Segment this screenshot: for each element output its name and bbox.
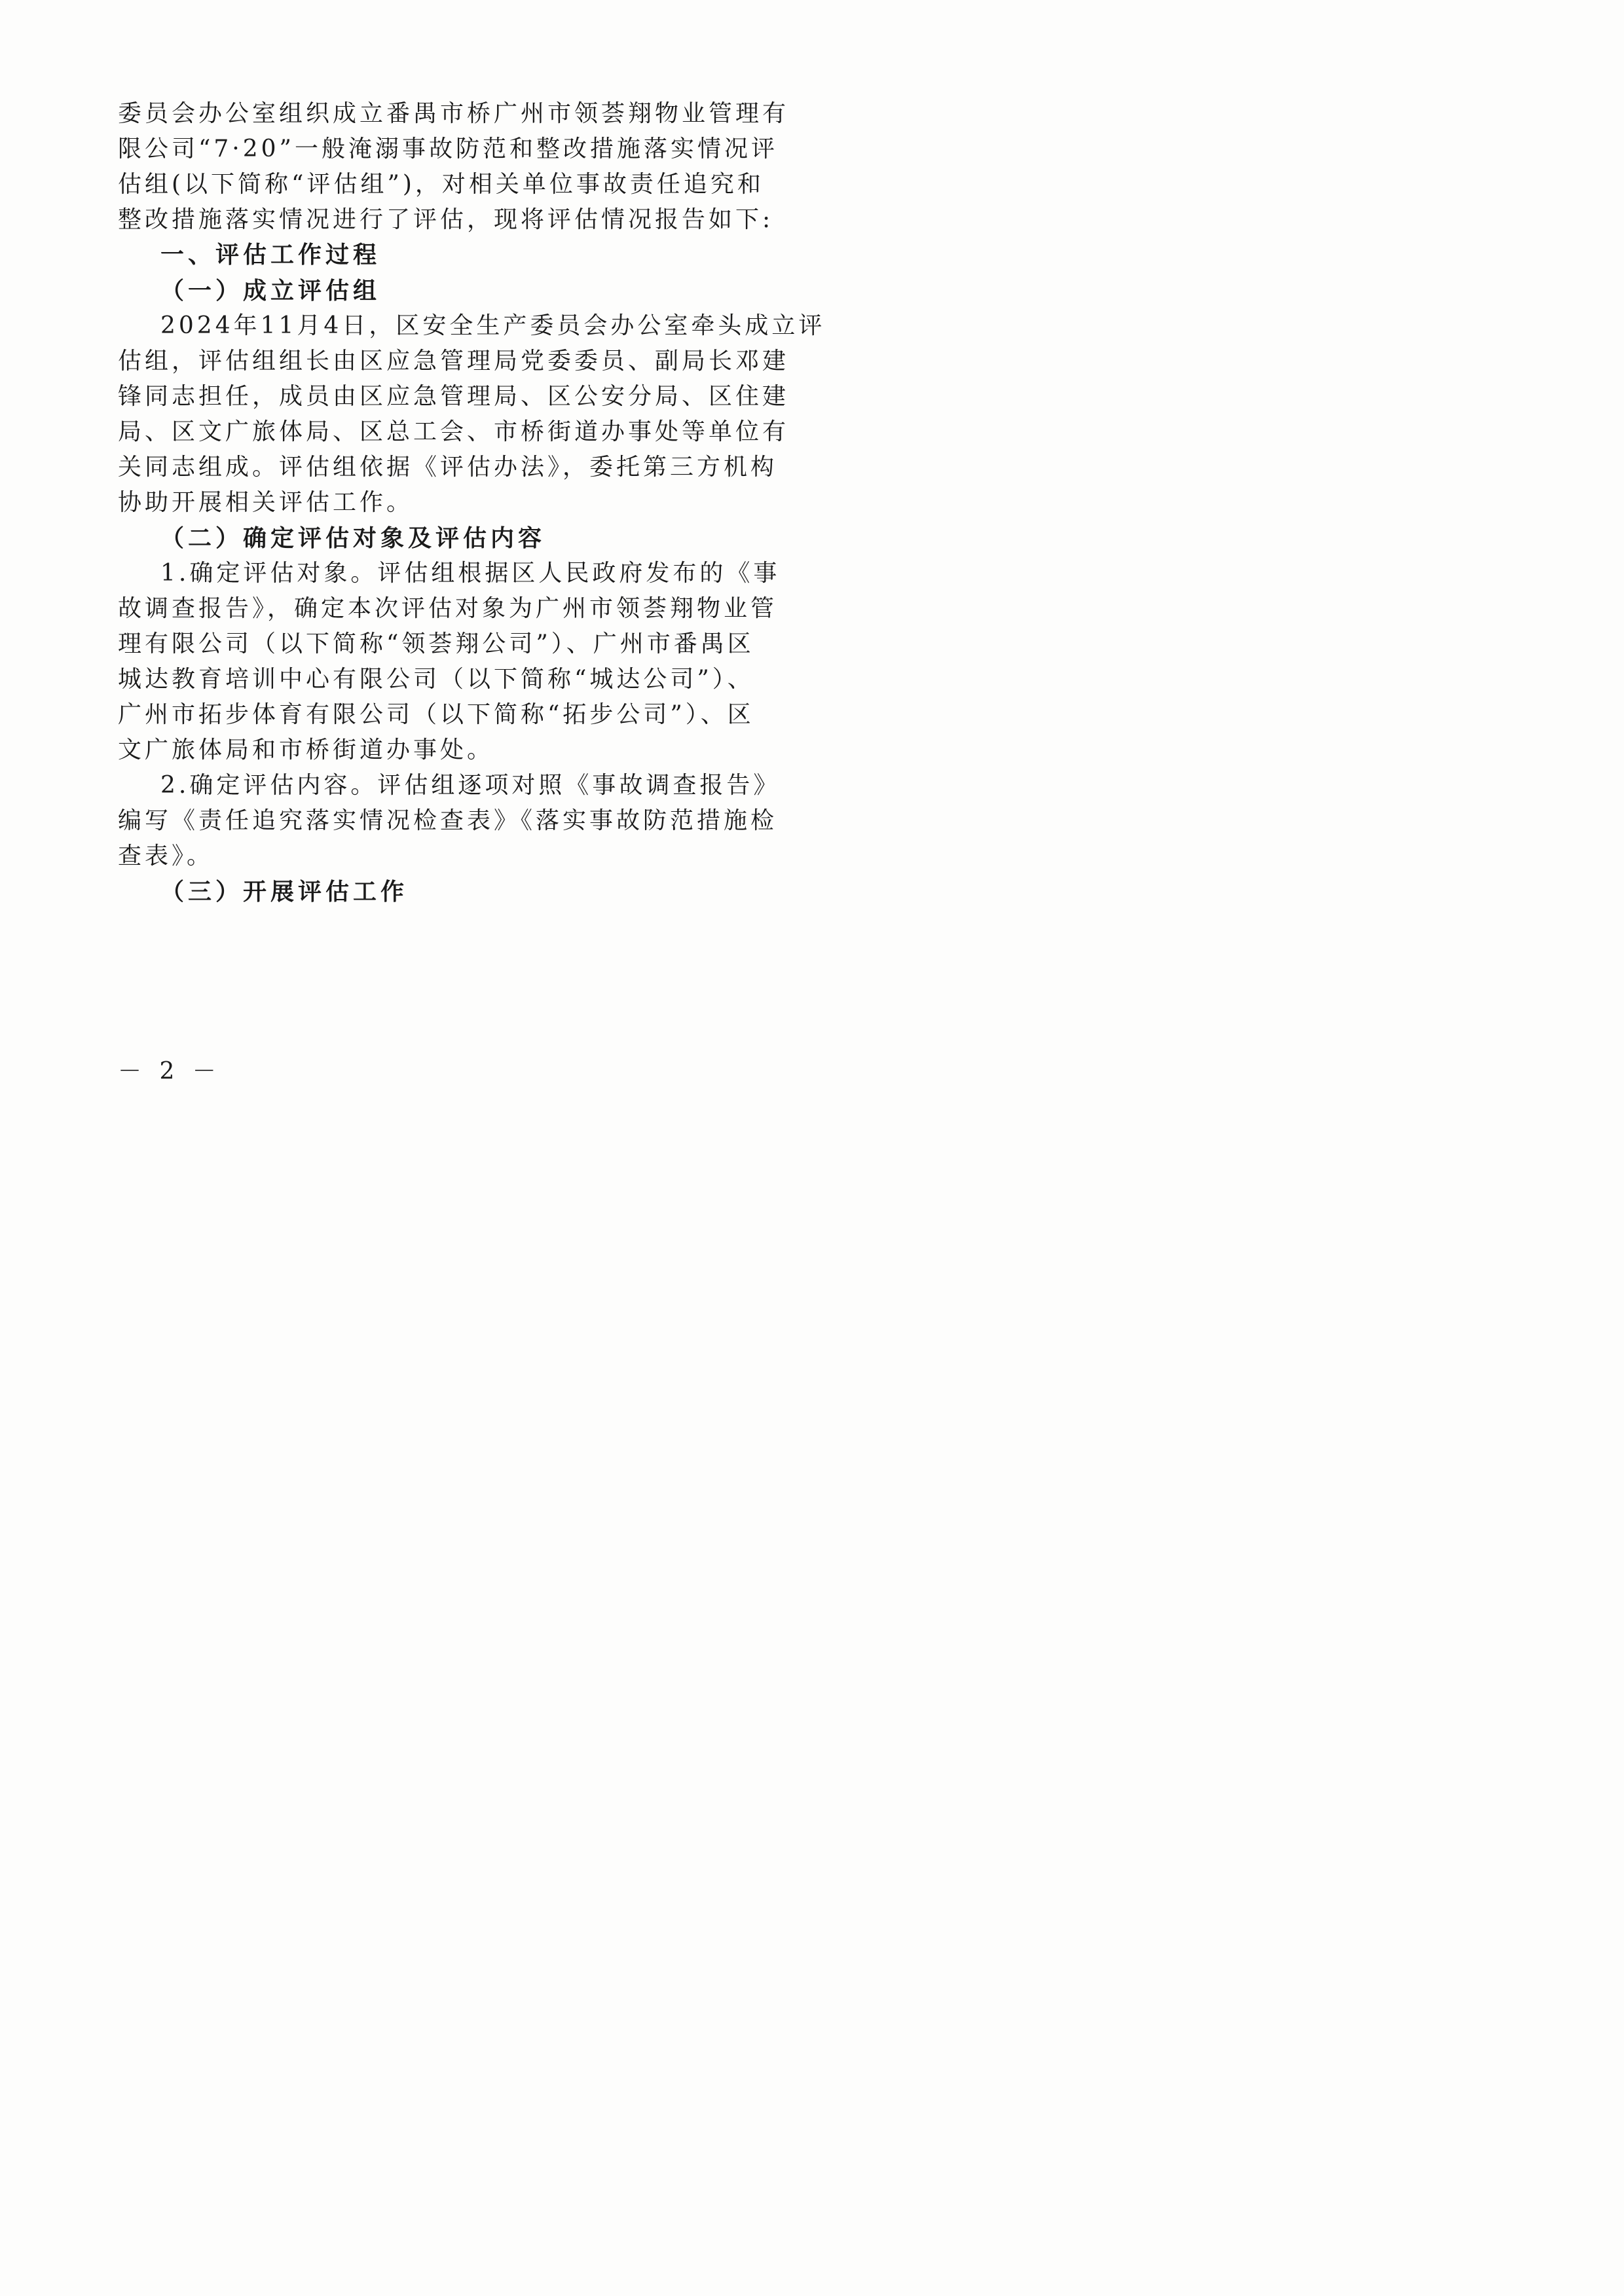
body-text-line: 协助开展相关评估工作。 (118, 489, 414, 516)
body-text-line: 编写《责任追究落实情况检查表》《落实事故防范措施检 (118, 807, 778, 834)
body-text-line: 估组(以下简称“评估组”)，对相关单位事故责任追究和 (118, 171, 764, 198)
subsection-heading: （三）开展评估工作 (160, 878, 409, 905)
paragraph-first-line: 1.确定评估对象。评估组根据区人民政府发布的《事 (160, 560, 781, 587)
document-page (0, 0, 826, 1148)
body-text-line: 广州市拓步体育有限公司（以下简称“拓步公司”）、区 (118, 701, 754, 728)
body-text-line: 委员会办公室组织成立番禺市桥广州市领荟翔物业管理有 (118, 100, 790, 127)
body-text-line: 局、区文广旅体局、区总工会、市桥街道办事处等单位有 (118, 418, 790, 445)
body-text-line: 文广旅体局和市桥街道办事处。 (118, 737, 494, 763)
page-number: － 2 － (118, 1058, 221, 1085)
subsection-heading: （二）确定评估对象及评估内容 (160, 524, 546, 552)
body-text-line: 关同志组成。评估组依据《评估办法》，委托第三方机构 (118, 454, 778, 481)
section-heading: 一、评估工作过程 (160, 242, 381, 268)
body-text-line: 限公司“7·20”一般淹溺事故防范和整改措施落实情况评 (118, 136, 778, 162)
body-text-line: 查表》。 (118, 843, 214, 869)
paragraph-first-line: 2024年11月4日，区安全生产委员会办公室牵头成立评 (160, 312, 826, 339)
body-text-line: 整改措施落实情况进行了评估，现将评估情况报告如下: (118, 206, 774, 233)
body-text-line: 锋同志担任，成员由区应急管理局、区公安分局、区住建 (118, 383, 790, 410)
paragraph-first-line: 2.确定评估内容。评估组逐项对照《事故调查报告》 (160, 772, 781, 799)
body-text-line: 故调查报告》，确定本次评估对象为广州市领荟翔物业管 (118, 595, 778, 622)
body-text-line: 理有限公司（以下简称“领荟翔公司”）、广州市番禺区 (118, 630, 754, 657)
body-text-line: 估组，评估组组长由区应急管理局党委委员、副局长邓建 (118, 348, 790, 374)
body-text-line: 城达教育培训中心有限公司（以下简称“城达公司”）、 (118, 666, 754, 693)
subsection-heading: （一）成立评估组 (160, 277, 381, 304)
